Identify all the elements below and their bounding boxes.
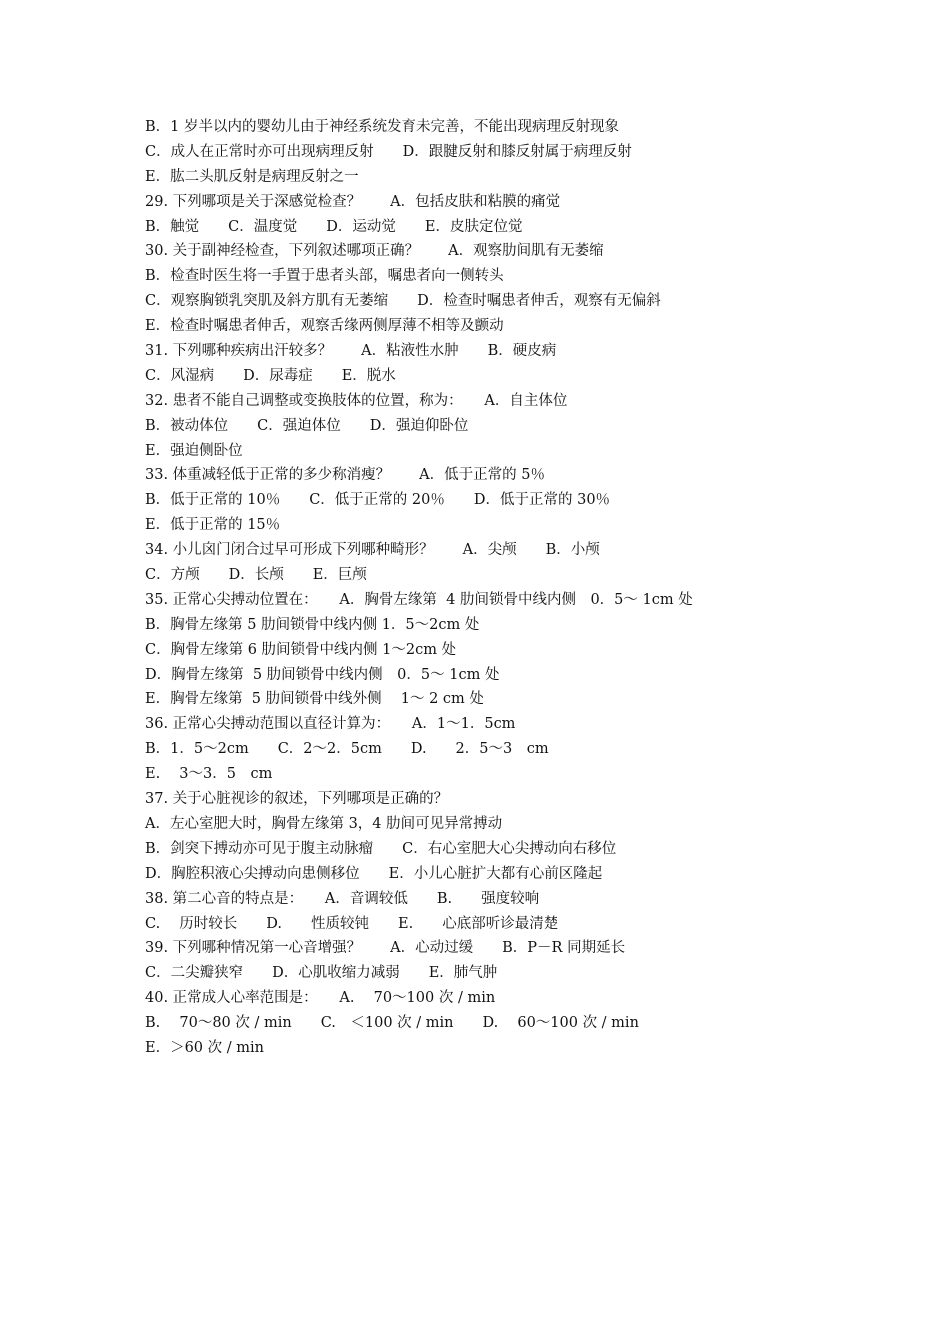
question-text-block <box>145 115 845 1061</box>
question-29: 29. 下列哪项是关于深感觉检查？ A．包括皮肤和粘膜的痛觉 <box>145 193 561 210</box>
question-39: 39. 下列哪种情况第一心音增强？ A．心动过缓 B．P－R 同期延长 <box>145 940 626 957</box>
question-33: 33. 体重减轻低于正常的多少称消瘦？ A．低于正常的 5％ <box>145 467 545 484</box>
text-line: C．成人在正常时亦可出现病理反射 D．跟腱反射和膝反射属于病理反射 <box>145 143 632 160</box>
text-line: B．1．5～2cm C．2～2．5cm D. 2．5～3 cm <box>145 741 549 758</box>
text-line: D．胸腔积液心尖搏动向患侧移位 E．小儿心脏扩大都有心前区隆起 <box>145 865 603 882</box>
text-line: D．胸骨左缘第 5 肋间锁骨中线内侧 0．5～ 1cm 处 <box>145 666 500 683</box>
text-line: B．触觉 C．温度觉 D．运动觉 E．皮肤定位觉 <box>145 218 523 235</box>
question-31: 31. 下列哪种疾病出汗较多？ A．粘液性水肿 B．硬皮病 <box>145 343 557 360</box>
question-34: 34. 小儿囟门闭合过早可形成下列哪种畸形？ A．尖颅 B．小颅 <box>145 542 600 559</box>
text-line: B. 70～80 次 / min C. ＜100 次 / min D. 60～100 次 / min <box>145 1015 639 1032</box>
text-line: B．1 岁半以内的婴幼儿由于神经系统发育未完善，不能出现病理反射现象 <box>145 119 619 135</box>
text-line: E．＞60 次 / min <box>145 1039 264 1056</box>
text-line: C．二尖瓣狭窄 D．心肌收缩力减弱 E．肺气肿 <box>145 965 498 982</box>
text-line: E．肱二头肌反射是病理反射之一 <box>145 168 359 185</box>
question-35: 35. 正常心尖搏动位置在： A．胸骨左缘第 4 肋间锁骨中线内侧 0．5～ 1cm 处 <box>145 591 693 608</box>
question-30: 30. 关于副神经检查，下列叙述哪项正确？ A．观察肋间肌有无萎缩 <box>145 243 604 260</box>
text-line: B．检查时医生将一手置于患者头部，嘱患者向一侧转头 <box>145 268 504 285</box>
question-32: 32. 患者不能自己调整或变换肢体的位置，称为： A．自主体位 <box>145 392 568 409</box>
text-line: E．胸骨左缘第 5 肋间锁骨中线外侧 1～ 2 cm 处 <box>145 691 484 708</box>
text-line: E．强迫侧卧位 <box>145 442 243 459</box>
text-line: C．胸骨左缘第 6 肋间锁骨中线内侧 1～2cm 处 <box>145 641 457 658</box>
text-line: A．左心室肥大时，胸骨左缘第 3，4 肋间可见异常搏动 <box>145 815 503 832</box>
question-37: 37. 关于心脏视诊的叙述，下列哪项是正确的？ <box>145 791 449 808</box>
text-line: B．低于正常的 10％ C．低于正常的 20％ D．低于正常的 30％ <box>145 492 611 509</box>
text-line: B．被动体位 C．强迫体位 D．强迫仰卧位 <box>145 417 469 434</box>
question-36: 36. 正常心尖搏动范围以直径计算为： A．1～1．5cm <box>145 716 516 733</box>
text-line: E．检查时嘱患者伸舌，观察舌缘两侧厚薄不相等及颤动 <box>145 318 504 335</box>
text-line: E．低于正常的 15％ <box>145 517 281 534</box>
text-line: C．风湿病 D．尿毒症 E．脱水 <box>145 367 396 384</box>
text-line: B．胸骨左缘第 5 肋间锁骨中线内侧 1．5～2cm 处 <box>145 616 480 633</box>
question-38: 38. 第二心音的特点是： A．音调较低 B. 强度较响 <box>145 890 540 907</box>
text-line: C. 历时较长 D. 性质较钝 E. 心底部听诊最清楚 <box>145 915 559 932</box>
text-line: C．观察胸锁乳突肌及斜方肌有无萎缩 D．检查时嘱患者伸舌，观察有无偏斜 <box>145 293 661 310</box>
text-line: B．剑突下搏动亦可见于腹主动脉瘤 C．右心室肥大心尖搏动向右移位 <box>145 840 617 857</box>
text-line: C．方颅 D．长颅 E．巨颅 <box>145 567 367 584</box>
text-line: E. 3～3．5 cm <box>145 766 273 783</box>
question-40: 40. 正常成人心率范围是： A. 70～100 次 / min <box>145 990 496 1007</box>
